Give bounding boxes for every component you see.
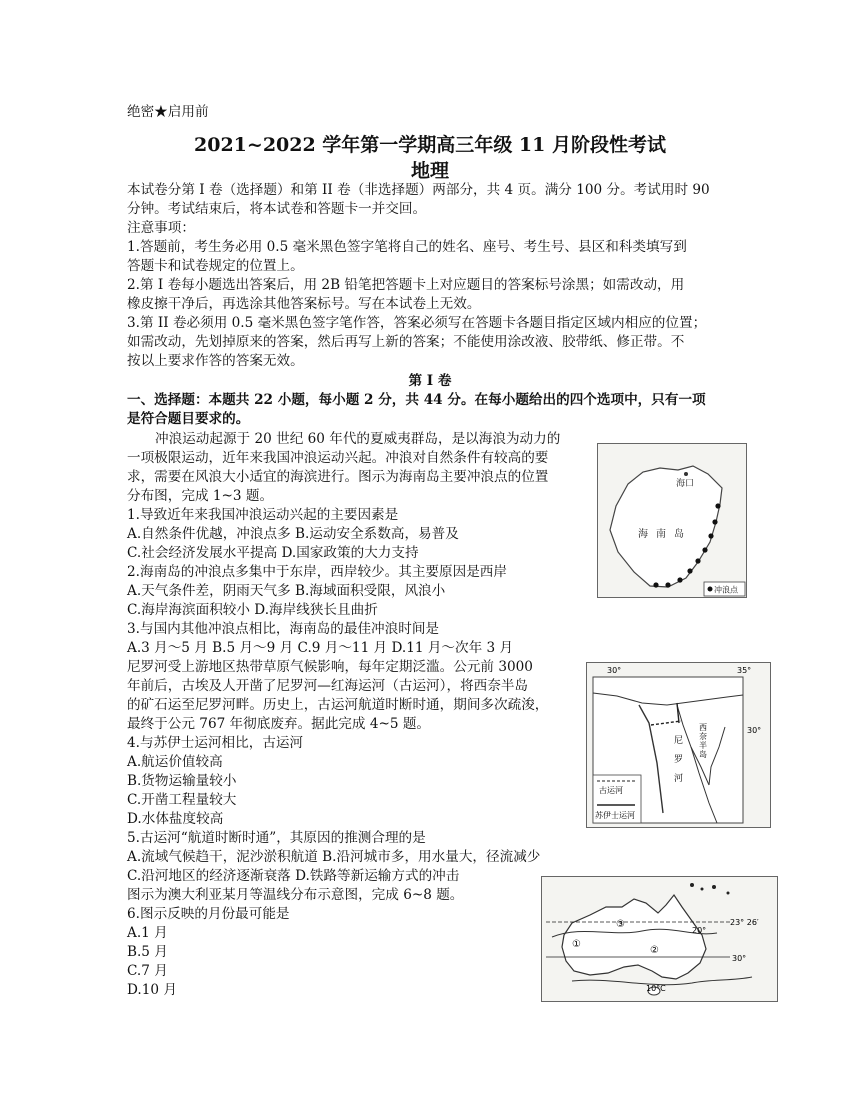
question-stem: 1.导致近年来我国冲浪运动兴起的主要因素是 — [127, 507, 399, 523]
intro-line: 2.第 I 卷每小题选出答案后，用 2B 铅笔把答题卡上对应题目的答案标号涂黑；如需改动，用 — [127, 277, 685, 293]
island-dot — [712, 885, 716, 889]
secret-label: 绝密★启用前 — [127, 104, 209, 120]
island-dot — [690, 883, 694, 887]
nile-label: 尼罗河 — [672, 735, 682, 792]
hainan-map-figure — [597, 443, 747, 598]
marker-1: ① — [572, 939, 581, 950]
question-option: A.航运价值较高 — [127, 754, 223, 770]
tropic-label: 23° 26′ — [730, 918, 759, 927]
section-instruction: 是符合题目要求的。 — [127, 411, 250, 427]
part1-heading: 第 I 卷 — [408, 373, 452, 389]
intro-line: 如需改动，先划掉原来的答案，然后再写上新的答案；不能使用涂改液、胶带纸、修正带。不 — [127, 334, 685, 350]
legend-surf-icon — [708, 587, 713, 592]
legend-ancient-label: 古运河 — [599, 786, 623, 795]
sinai-label: 西奈半岛 — [698, 723, 708, 759]
question-stem: 6.图示反映的月份最可能是 — [127, 906, 290, 922]
passage-line: 分布图，完成 1~3 题。 — [127, 488, 274, 504]
australia-map-figure — [541, 876, 778, 1002]
intro-line: 按以上要求作答的答案无效。 — [127, 353, 304, 369]
question-stem: 5.古运河“航道时断时通”，其原因的推测合理的是 — [127, 830, 426, 846]
marker-2: ② — [650, 945, 659, 956]
surf-point — [708, 533, 713, 538]
island-dot — [727, 892, 730, 895]
passage-line: 图示为澳大利亚某月等温线分布示意图，完成 6~8 题。 — [127, 887, 464, 903]
question-options: A.3 月～5 月 B.5 月～9 月 C.9 月～11 月 D.11 月～次年 3 月 — [127, 640, 514, 656]
intro-line: 分钟。考试结束后，将本试卷和答题卡一并交回。 — [127, 201, 427, 217]
haikou-marker — [684, 472, 688, 476]
marker-3: ③ — [616, 919, 625, 930]
australia-map — [542, 877, 777, 1001]
question-option: B.5 月 — [127, 944, 168, 960]
question-stem: 2.海南岛的冲浪点多集中于东岸，西岸较少。其主要原因是西岸 — [127, 564, 507, 580]
haikou-label: 海口 — [676, 479, 695, 489]
intro-line: 1.答题前，考生务必用 0.5 毫米黑色签字笔将自己的姓名、座号、考生号、县区和科类填写到 — [127, 239, 687, 255]
surf-point — [687, 568, 692, 573]
question-stem: 3.与国内其他冲浪点相比，海南岛的最佳冲浪时间是 — [127, 621, 440, 637]
lon-label-30: 30° — [607, 666, 622, 675]
exam-title: 2021~2022 学年第一学期高三年级 11 月阶段性考试 — [194, 134, 666, 156]
lat30-label: 30° — [732, 954, 747, 963]
passage-line: 尼罗河受上游地区热带草原气候影响，每年定期泛滥。公元前 3000 — [127, 659, 533, 675]
intro-line: 本试卷分第 I 卷（选择题）和第 II 卷（非选择题）两部分，共 4 页。满分 100 分。考试用时 90 — [127, 182, 710, 198]
hainan-map — [598, 444, 746, 597]
passage-line: 最终于公元 767 年彻底废弃。据此完成 4~5 题。 — [127, 716, 431, 732]
australia-shape — [562, 895, 706, 979]
legend-surf-label: 冲浪点 — [714, 585, 738, 595]
intro-line: 答题卡和试卷规定的位置上。 — [127, 258, 304, 274]
intro-line: 橡皮擦干净后，再选涂其他答案标号。写在本试卷上无效。 — [127, 296, 481, 312]
intro-line: 注意事项： — [127, 220, 195, 236]
question-option: D.10 月 — [127, 982, 177, 998]
question-option: C.开凿工程量较大 — [127, 792, 237, 808]
isotherm-20-label: 20° — [692, 926, 707, 935]
question-option: A.1 月 — [127, 925, 168, 941]
passage-line: 求，需要在风浪大小适宜的海滨进行。图示为海南岛主要冲浪点的位置 — [127, 469, 549, 485]
island-dot — [701, 888, 704, 891]
question-option: C.7 月 — [127, 963, 168, 979]
lat-label-30: 30° — [747, 726, 762, 735]
passage-line: 一项极限运动，近年来我国冲浪运动兴起。冲浪对自然条件有较高的要 — [127, 450, 549, 466]
passage-line: 冲浪运动起源于 20 世纪 60 年代的夏威夷群岛，是以海浪为动力的 — [155, 431, 561, 447]
hainan-island-shape — [610, 466, 722, 587]
surf-point — [665, 582, 670, 587]
islands — [690, 883, 730, 895]
question-options: A.流域气候趋干，泥沙淤积航道 B.沿河城市多，用水量大，径流减少 — [127, 849, 541, 865]
island-label: 海南岛 — [638, 529, 692, 540]
question-options: C.沿河地区的经济逐渐衰落 D.铁路等新运输方式的冲击 — [127, 868, 460, 884]
surf-point — [695, 558, 700, 563]
egypt-map-figure — [586, 662, 771, 828]
question-options: A.天气条件差，阴雨天气多 B.海域面积受限，风浪小 — [127, 583, 446, 599]
question-stem: 4.与苏伊士运河相比，古运河 — [127, 735, 304, 751]
surf-point — [653, 582, 658, 587]
surf-point — [702, 547, 707, 552]
passage-line: 的矿石运至尼罗河畔。历史上，古运河航道时断时通，期间多次疏浚， — [127, 697, 549, 713]
surf-point — [677, 577, 682, 582]
intro-line: 3.第 II 卷必须用 0.5 毫米黑色签字笔作答，答案必须写在答题卡各题目指定区域内相应的位置； — [127, 315, 707, 331]
question-options: A.自然条件优越，冲浪点多 B.运动安全系数高，易普及 — [127, 526, 459, 542]
surf-point — [712, 519, 717, 524]
passage-line: 年前后，古埃及人开凿了尼罗河—红海运河（古运河），将西奈半岛 — [127, 678, 529, 694]
question-options: C.海岸海滨面积较小 D.海岸线狭长且曲折 — [127, 602, 378, 618]
surf-point — [715, 503, 720, 508]
egypt-map — [587, 663, 770, 827]
question-option: B.货物运输量较小 — [127, 773, 237, 789]
section-instruction: 一、选择题：本题共 22 小题，每小题 2 分，共 44 分。在每小题给出的四个选项中，只有一项 — [127, 392, 706, 408]
subject-title: 地理 — [410, 160, 449, 182]
question-options: C.社会经济发展水平提高 D.国家政策的大力支持 — [127, 545, 419, 561]
lon-label-35: 35° — [737, 666, 752, 675]
legend-suez-label: 苏伊士运河 — [595, 811, 635, 820]
isotherm-10-label: 10°C — [646, 984, 666, 993]
question-option: D.水体盐度较高 — [127, 811, 224, 827]
